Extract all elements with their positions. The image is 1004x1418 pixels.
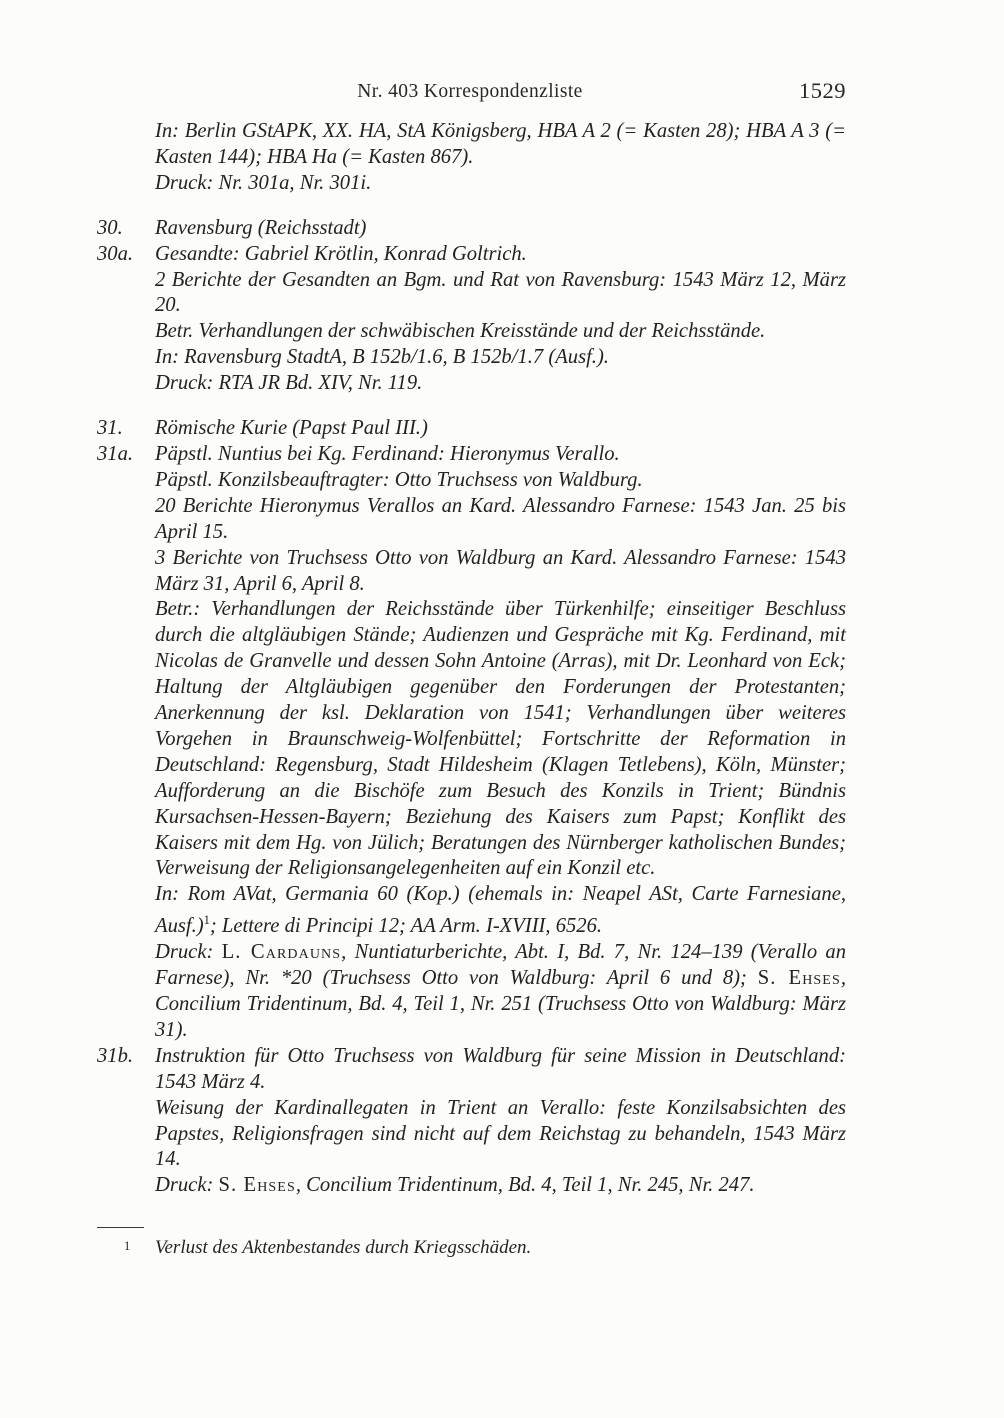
entry-number: 31. [97, 417, 123, 440]
text-run: Gesandte: Gabriel Krötlin, Konrad Goltrich. [155, 242, 527, 265]
paragraph-text [155, 468, 846, 494]
paragraph [97, 216, 846, 242]
paragraph-text [155, 597, 846, 882]
paragraph [97, 242, 846, 268]
paragraph [97, 119, 846, 171]
text-run: Betr.: Verhandlungen der Reichsstände über Türkenhilfe; einseitiger Beschluss durch die altgläubigen Stände; Audienzen und Gespräche mit Kg. Ferdinand, mit Nicolas de Granvelle und dessen Sohn Antoine (Arras), mit Dr. Leonhard von Eck; Haltung der Altgläubigen gegenüber den Forderungen der Protestanten; Anerkennung der ksl. Deklaration von 1541; Verhandlungen über weiteres Vorgehen in Braunschweig-Wolfenbüttel; Fortschritte der Reformation in Deutschland: Regensburg, Stadt Hildesheim (Klagen Tetlebens), Köln, Münster; Aufforderung an die Bischöfe zum Besuch des Konzils in Trient; Bündnis Kursachsen-Hessen-Bayern; Beziehung des Kaisers zum Papst; Konflikt des Kaisers mit dem Hg. von Jülich; Beratungen des Nürnberger katholischen Bundes; Verweisung der Religionsangelegenheiten auf ein Konzil etc. [155, 598, 846, 880]
text-run: S. Ehses [757, 967, 841, 990]
text-run: Betr. Verhandlungen der schwäbischen Kreisstände und der Reichsstände. [155, 320, 766, 343]
footnote [97, 1236, 846, 1260]
text-run: In: Rom AVat, Germania 60 (Kop.) (ehemals in: Neapel ASt, Carte Farnesiane, Ausf.) [155, 883, 846, 938]
paragraph [97, 442, 846, 468]
page-number: 1529 [799, 78, 846, 103]
text-run: 2 Berichte der Gesandten an Bgm. und Rat von Ravensburg: 1543 März 12, März 20. [155, 268, 846, 317]
paragraph [97, 940, 846, 1044]
paragraph-text [155, 345, 846, 371]
text-run: , Nuntiaturberichte, Abt. I, Bd. 7, Nr. 124–139 (Verallo an Farnese), Nr. *20 (Truchsess Otto von Waldburg: April 6 und 8); [155, 941, 846, 990]
text-run: Römische Kurie (Papst Paul III.) [155, 417, 428, 440]
text-run: Druck: [155, 941, 222, 964]
text-run: Druck: Nr. 301a, Nr. 301i. [155, 171, 372, 194]
paragraph [97, 171, 846, 197]
paragraph-text [155, 1044, 846, 1096]
footnote-marker: 1 [124, 1239, 131, 1253]
paragraph-text [155, 171, 846, 197]
text-run: 20 Berichte Hieronymus Verallos an Kard. Alessandro Farnese: 1543 Jan. 25 bis April 15. [155, 494, 846, 543]
paragraph [97, 1096, 846, 1174]
text-run: Druck: RTA JR Bd. XIV, Nr. 119. [155, 372, 423, 395]
footnote-rule [97, 1227, 144, 1228]
text-run: , Concilium Tridentinum, Bd. 4, Teil 1, Nr. 251 (Truchsess Otto von Waldburg: März 31). [155, 967, 846, 1041]
paragraph-text [155, 882, 846, 940]
running-header [0, 78, 1004, 108]
text-run: Päpstl. Konzilsbeauftragter: Otto Truchsess von Waldburg. [155, 468, 643, 491]
paragraph-text [155, 119, 846, 171]
paragraph-text [155, 216, 846, 242]
paragraph [97, 546, 846, 598]
correspondence-list-body [97, 119, 846, 1199]
footnote-text: Verlust des Aktenbestandes durch Kriegsschäden. [155, 1237, 532, 1258]
paragraph [97, 597, 846, 882]
paragraph [97, 268, 846, 320]
paragraph [97, 882, 846, 940]
paragraph [97, 1044, 846, 1096]
paragraph-text [155, 1096, 846, 1174]
paragraph [97, 371, 846, 397]
paragraph [97, 1173, 846, 1199]
text-run: Päpstl. Nuntius bei Kg. Ferdinand: Hieronymus Verallo. [155, 442, 620, 465]
text-run: In: Berlin GStAPK, XX. HA, StA Königsberg, HBA A 2 (= Kasten 28); HBA A 3 (= Kasten 144); HBA Ha (= Kasten 867). [155, 120, 846, 168]
entry-number: 30. [97, 216, 123, 239]
text-run: In: Ravensburg StadtA, B 152b/1.6, B 152b/1.7 (Ausf.). [155, 346, 609, 369]
paragraph-text [155, 416, 846, 442]
entry-group [97, 416, 846, 1199]
paragraph-text [155, 371, 846, 397]
text-run: Weisung der Kardinallegaten in Trient an Verallo: feste Konzilsabsichten des Papstes, Religionsfragen sind nicht auf dem Reichstag zu behandeln, 1543 März 14. [155, 1096, 846, 1171]
entry-number: 30a. [97, 242, 134, 265]
paragraph-text [155, 1173, 846, 1199]
paragraph [97, 319, 846, 345]
paragraph-text [155, 242, 846, 268]
text-run: L. Cardauns [221, 941, 342, 964]
entry-group [97, 119, 846, 197]
paragraph-text [155, 546, 846, 598]
text-run: ; Lettere di Principi 12; AA Arm. I-XVIII, 6526. [209, 915, 603, 938]
entry-number: 31a. [97, 442, 134, 465]
running-title: Nr. 403 Korrespondenzliste [357, 81, 583, 102]
footnote-ref: 1 [203, 913, 210, 928]
paragraph-text [155, 319, 846, 345]
text-run: Ravensburg (Reichsstadt) [155, 216, 367, 239]
paragraph-text [155, 940, 846, 1044]
paragraph [97, 416, 846, 442]
paragraph [97, 494, 846, 546]
text-run: S. Ehses [218, 1174, 296, 1197]
text-run: , Concilium Tridentinum, Bd. 4, Teil 1, Nr. 245, Nr. 247. [295, 1174, 755, 1197]
text-run: Instruktion für Otto Truchsess von Waldburg für seine Mission in Deutschland: 1543 März 4. [155, 1044, 846, 1093]
entry-number: 31b. [97, 1044, 134, 1067]
paragraph [97, 468, 846, 494]
entry-group [97, 216, 846, 397]
text-run: 3 Berichte von Truchsess Otto von Waldburg an Kard. Alessandro Farnese: 1543 März 31, April 6, April 8. [155, 546, 846, 595]
paragraph-text [155, 494, 846, 546]
paragraph-text [155, 268, 846, 320]
paragraph [97, 345, 846, 371]
paragraph-text [155, 442, 846, 468]
text-run: Druck: [155, 1174, 219, 1197]
